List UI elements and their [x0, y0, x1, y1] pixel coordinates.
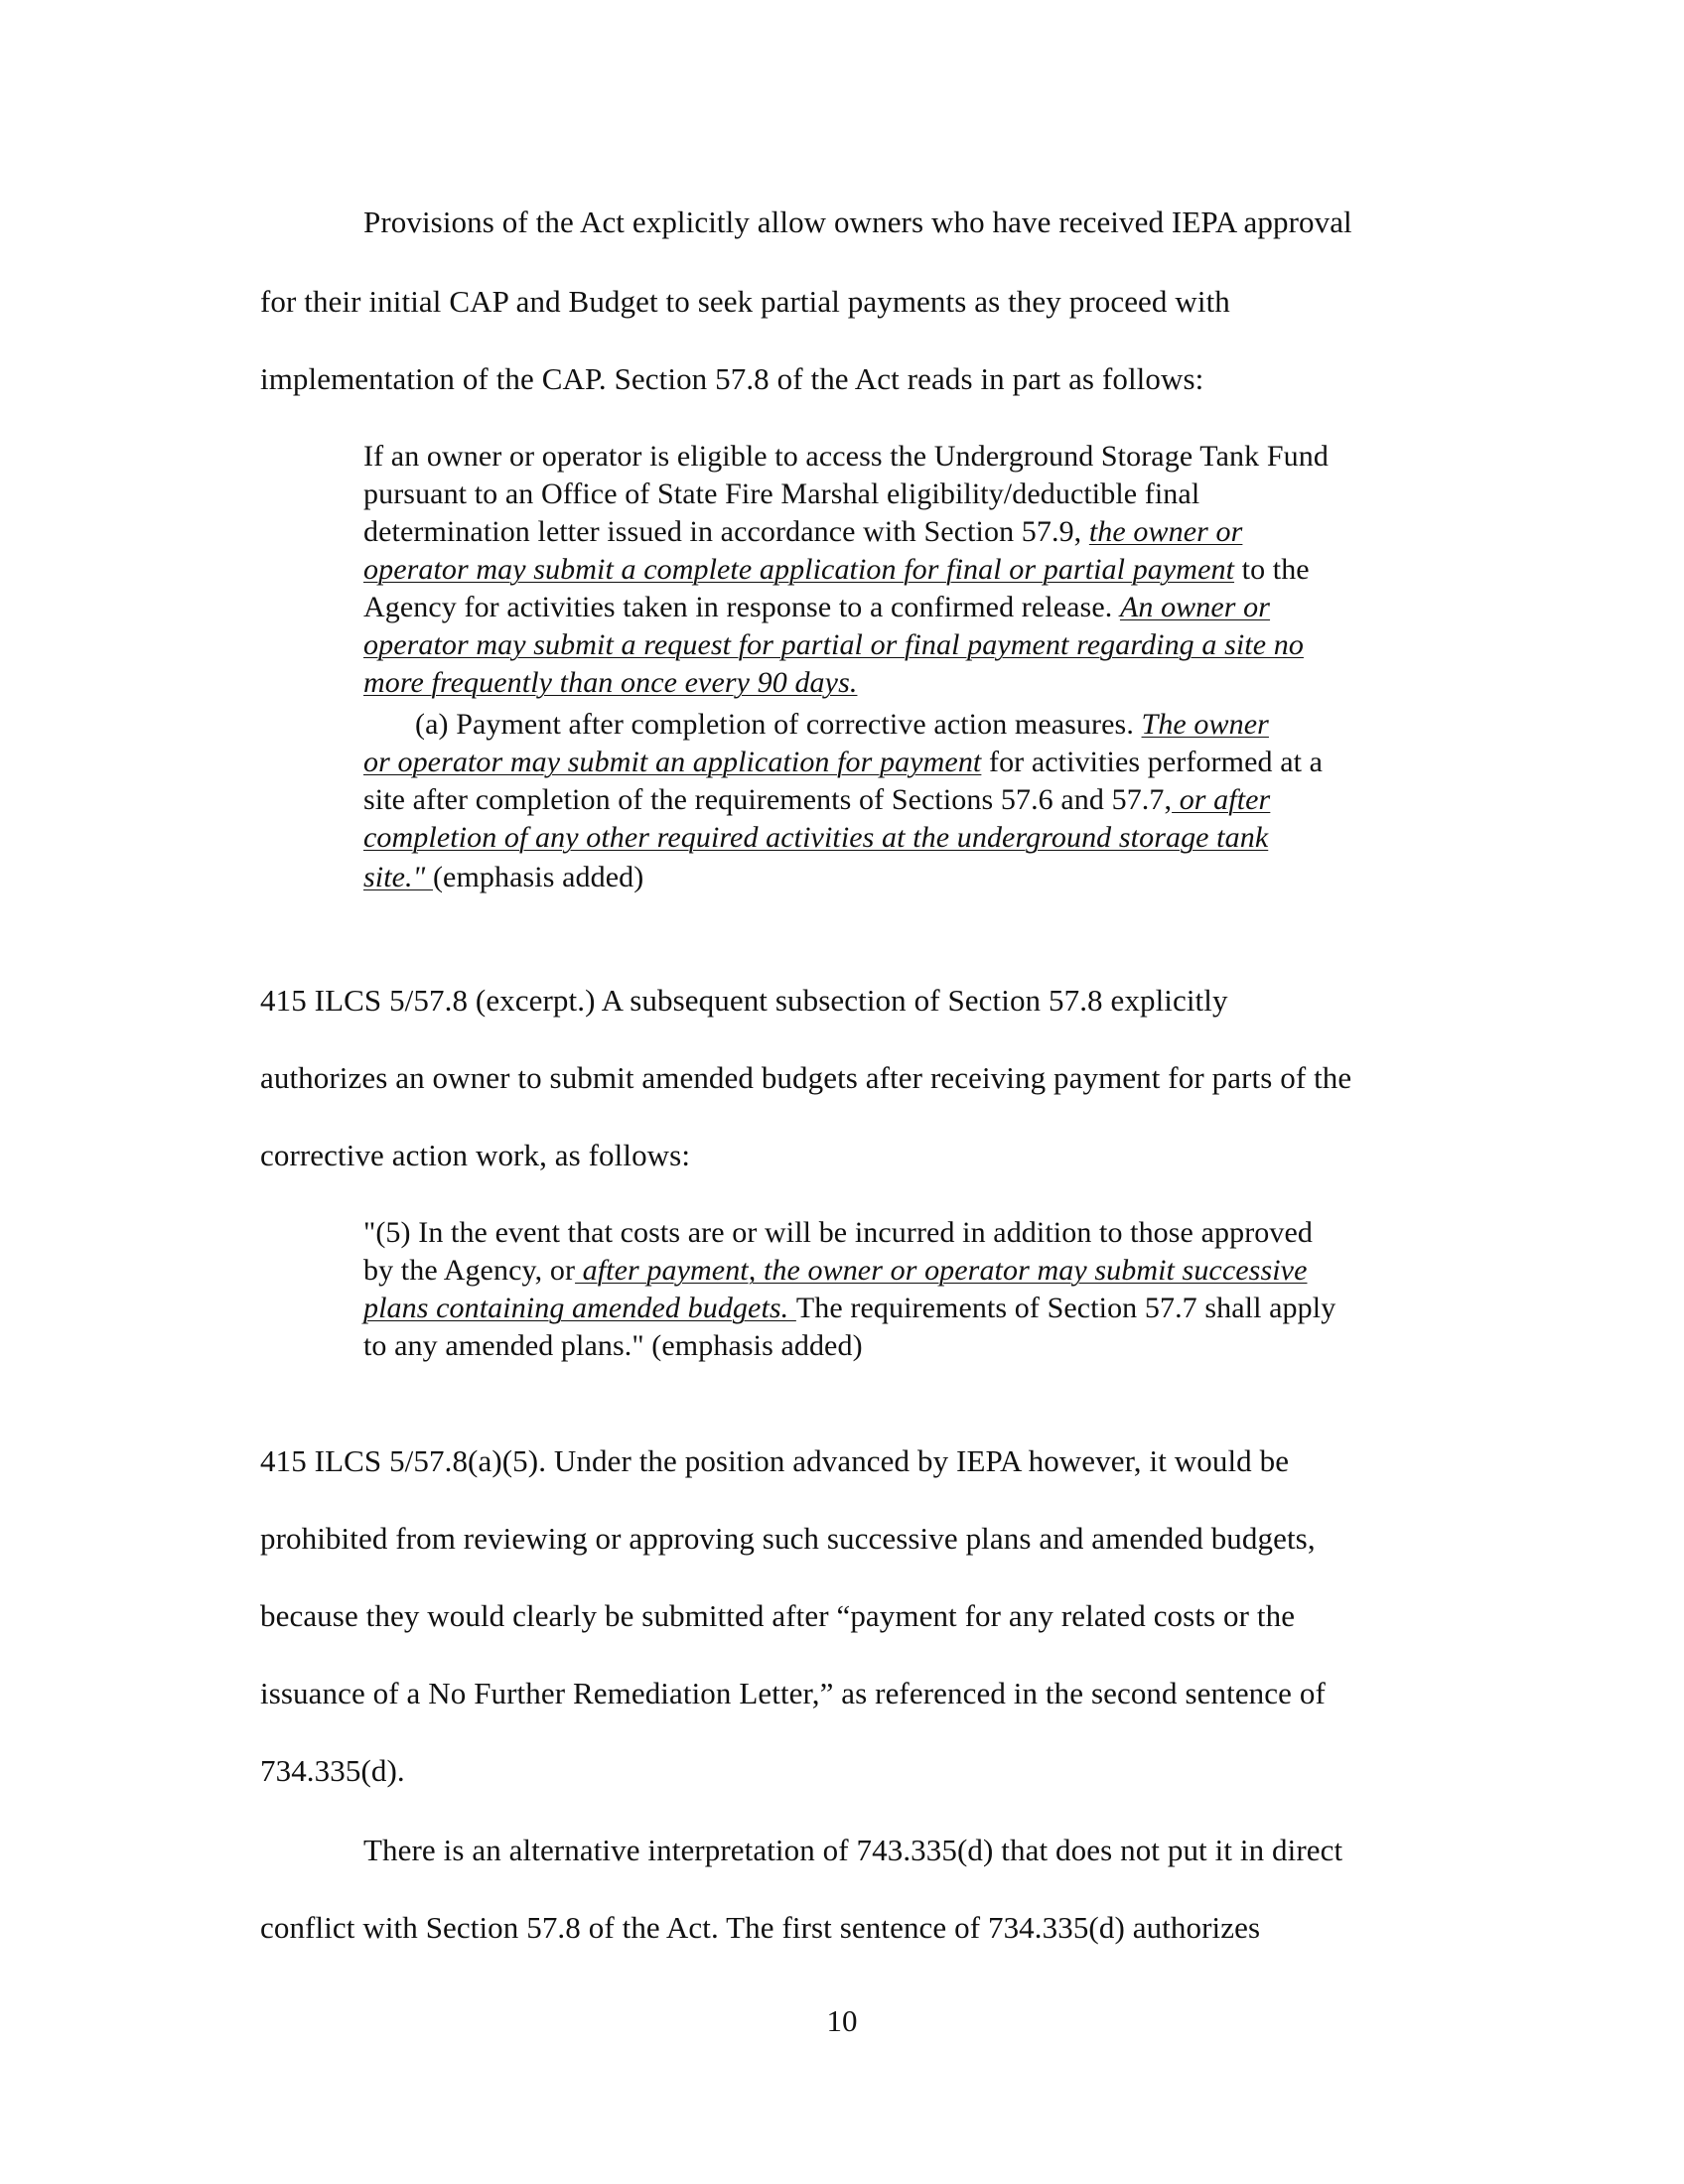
paragraph-4-line-1: There is an alternative interpretation of 743.335(d) that does not put it in direct	[363, 1833, 1343, 1867]
quote-1-line-10-emphasis: or after	[1172, 783, 1271, 816]
paragraph-3-line-2: prohibited from reviewing or approving such successive plans and amended budgets,	[260, 1521, 1316, 1556]
paragraph-3-line-3: because they would clearly be submitted after “payment for any related costs or the	[260, 1598, 1296, 1633]
quote-1-line-5	[363, 590, 1270, 625]
quote-1-line-8-text: (a) Payment after completion of corrective action measures.	[415, 708, 1142, 741]
paragraph-3-line-5: 734.335(d).	[260, 1753, 405, 1788]
quote-2-line-2-emphasis: after payment, the owner or operator may submit successive	[575, 1254, 1308, 1287]
quote-1-line-12-text: (emphasis added)	[432, 861, 644, 893]
quote-1-line-10	[363, 782, 1270, 818]
quote-1-line-5-text: Agency for activities taken in response to a confirmed release.	[363, 591, 1120, 623]
quote-2-line-3-emphasis: plans containing amended budgets.	[363, 1292, 796, 1324]
quote-1-line-8	[415, 707, 1269, 743]
quote-1-line-4-text: to the	[1234, 553, 1310, 586]
quote-1-line-6	[363, 627, 1304, 663]
quote-1-line-11	[363, 820, 1268, 856]
quote-1-line-12	[363, 860, 643, 895]
quote-1-line-5-emphasis: An owner or	[1119, 591, 1271, 623]
quote-1-line-2: pursuant to an Office of State Fire Marshal eligibility/deductible final	[363, 478, 1200, 510]
quote-1-line-4-emphasis: operator may submit a complete application for final or partial payment	[363, 553, 1235, 586]
paragraph-3-line-4: issuance of a No Further Remediation Letter,” as referenced in the second sentence of	[260, 1676, 1326, 1710]
quote-1-line-7-emphasis: more frequently than once every 90 days.	[363, 666, 858, 699]
quote-1-line-9-text: for activities performed at a	[981, 746, 1324, 778]
quote-1-line-3-text: determination letter issued in accordance with Section 57.9,	[363, 515, 1089, 548]
quote-1-line-3	[363, 514, 1242, 550]
quote-1-line-4	[363, 552, 1310, 588]
page-number: 10	[826, 2003, 858, 2038]
quote-2-line-2-text: by the Agency, or	[363, 1254, 576, 1287]
paragraph-2-line-1: 415 ILCS 5/57.8 (excerpt.) A subsequent subsection of Section 57.8 explicitly	[260, 983, 1228, 1018]
quote-1-line-3-emphasis: the owner or	[1088, 515, 1243, 548]
quote-1-line-9	[363, 745, 1323, 780]
quote-1-line-7	[363, 665, 857, 701]
quote-1-line-10-text: site after completion of the requirements of Sections 57.6 and 57.7,	[363, 783, 1173, 816]
paragraph-2-line-3: corrective action work, as follows:	[260, 1138, 691, 1172]
quote-2-line-3	[363, 1291, 1335, 1326]
quote-1-line-11-emphasis: completion of any other required activities at the underground storage tank	[363, 821, 1269, 854]
quote-1-line-1: If an owner or operator is eligible to access the Underground Storage Tank Fund	[363, 440, 1329, 473]
quote-1-line-9-emphasis: or operator may submit an application for payment	[363, 746, 982, 778]
quote-2-line-4: to any amended plans." (emphasis added)	[363, 1329, 863, 1362]
paragraph-1-line-3: implementation of the CAP. Section 57.8 of the Act reads in part as follows:	[260, 361, 1204, 396]
quote-2-line-3-text: The requirements of Section 57.7 shall apply	[795, 1292, 1336, 1324]
quote-1-line-6-emphasis: operator may submit a request for partial or final payment regarding a site no	[363, 628, 1304, 661]
paragraph-1-line-2: for their initial CAP and Budget to seek partial payments as they proceed with	[260, 284, 1230, 319]
quote-2-line-1: "(5) In the event that costs are or will be incurred in addition to those approved	[363, 1216, 1313, 1249]
paragraph-3-line-1: 415 ILCS 5/57.8(a)(5). Under the position advanced by IEPA however, it would be	[260, 1443, 1290, 1478]
quote-1-line-8-emphasis: The owner	[1141, 708, 1269, 741]
paragraph-2-line-2: authorizes an owner to submit amended budgets after receiving payment for parts of the	[260, 1060, 1352, 1095]
paragraph-1-line-1: Provisions of the Act explicitly allow owners who have received IEPA approval	[363, 205, 1352, 239]
quote-2-line-2	[363, 1253, 1308, 1289]
quote-1-line-12-emphasis: site."	[363, 861, 433, 893]
paragraph-4-line-2: conflict with Section 57.8 of the Act. The first sentence of 734.335(d) authorizes	[260, 1910, 1261, 1945]
